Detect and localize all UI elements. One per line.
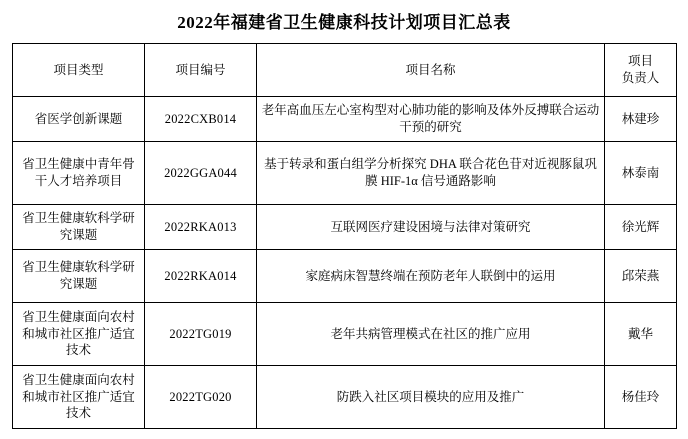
cell-project-owner: 戴华 — [605, 303, 677, 366]
column-header-owner-line1: 项目 — [627, 54, 653, 69]
column-header-owner — [605, 44, 677, 97]
table-row — [13, 303, 677, 366]
cell-project-owner: 杨佳玲 — [605, 366, 677, 429]
cell-project-type: 省卫生健康中青年骨干人才培养项目 — [13, 142, 145, 205]
table-container — [0, 43, 688, 429]
table-row — [13, 97, 677, 142]
cell-project-code: 2022CXB014 — [145, 97, 257, 142]
cell-project-type: 省卫生健康面向农村和城市社区推广适宜技术 — [13, 366, 145, 429]
column-header-code: 项目编号 — [145, 44, 257, 97]
cell-project-code: 2022GGA044 — [145, 142, 257, 205]
table-header-row — [13, 44, 677, 97]
column-header-owner-line2: 负责人 — [621, 71, 660, 85]
cell-project-code: 2022TG020 — [145, 366, 257, 429]
table-row — [13, 142, 677, 205]
cell-project-type: 省医学创新课题 — [13, 97, 145, 142]
cell-project-name: 防跌入社区项目模块的应用及推广 — [257, 366, 605, 429]
document-page — [0, 8, 688, 439]
cell-project-code: 2022TG019 — [145, 303, 257, 366]
column-header-name: 项目名称 — [257, 44, 605, 97]
table-body — [13, 97, 677, 429]
cell-project-owner: 林泰南 — [605, 142, 677, 205]
cell-project-owner: 徐光辉 — [605, 205, 677, 250]
column-header-type: 项目类型 — [13, 44, 145, 97]
cell-project-name: 家庭病床智慧终端在预防老年人联倒中的运用 — [257, 250, 605, 303]
cell-project-code: 2022RKA013 — [145, 205, 257, 250]
table-row — [13, 250, 677, 303]
cell-project-type: 省卫生健康面向农村和城市社区推广适宜技术 — [13, 303, 145, 366]
project-summary-table — [12, 43, 677, 429]
cell-project-name: 老年共病管理模式在社区的推广应用 — [257, 303, 605, 366]
table-header — [13, 44, 677, 97]
table-row — [13, 366, 677, 429]
cell-project-owner: 林建珍 — [605, 97, 677, 142]
cell-project-name: 老年高血压左心室构型对心肺功能的影响及体外反搏联合运动干预的研究 — [257, 97, 605, 142]
cell-project-code: 2022RKA014 — [145, 250, 257, 303]
cell-project-owner: 邱荣燕 — [605, 250, 677, 303]
page-title: 2022年福建省卫生健康科技计划项目汇总表 — [177, 13, 511, 32]
cell-project-name: 互联网医疗建设困境与法律对策研究 — [257, 205, 605, 250]
table-row — [13, 205, 677, 250]
cell-project-type: 省卫生健康软科学研究课题 — [13, 205, 145, 250]
cell-project-type: 省卫生健康软科学研究课题 — [13, 250, 145, 303]
cell-project-name: 基于转录和蛋白组学分析探究 DHA 联合花色苷对近视豚鼠巩膜 HIF-1α 信号通路影响 — [257, 142, 605, 205]
